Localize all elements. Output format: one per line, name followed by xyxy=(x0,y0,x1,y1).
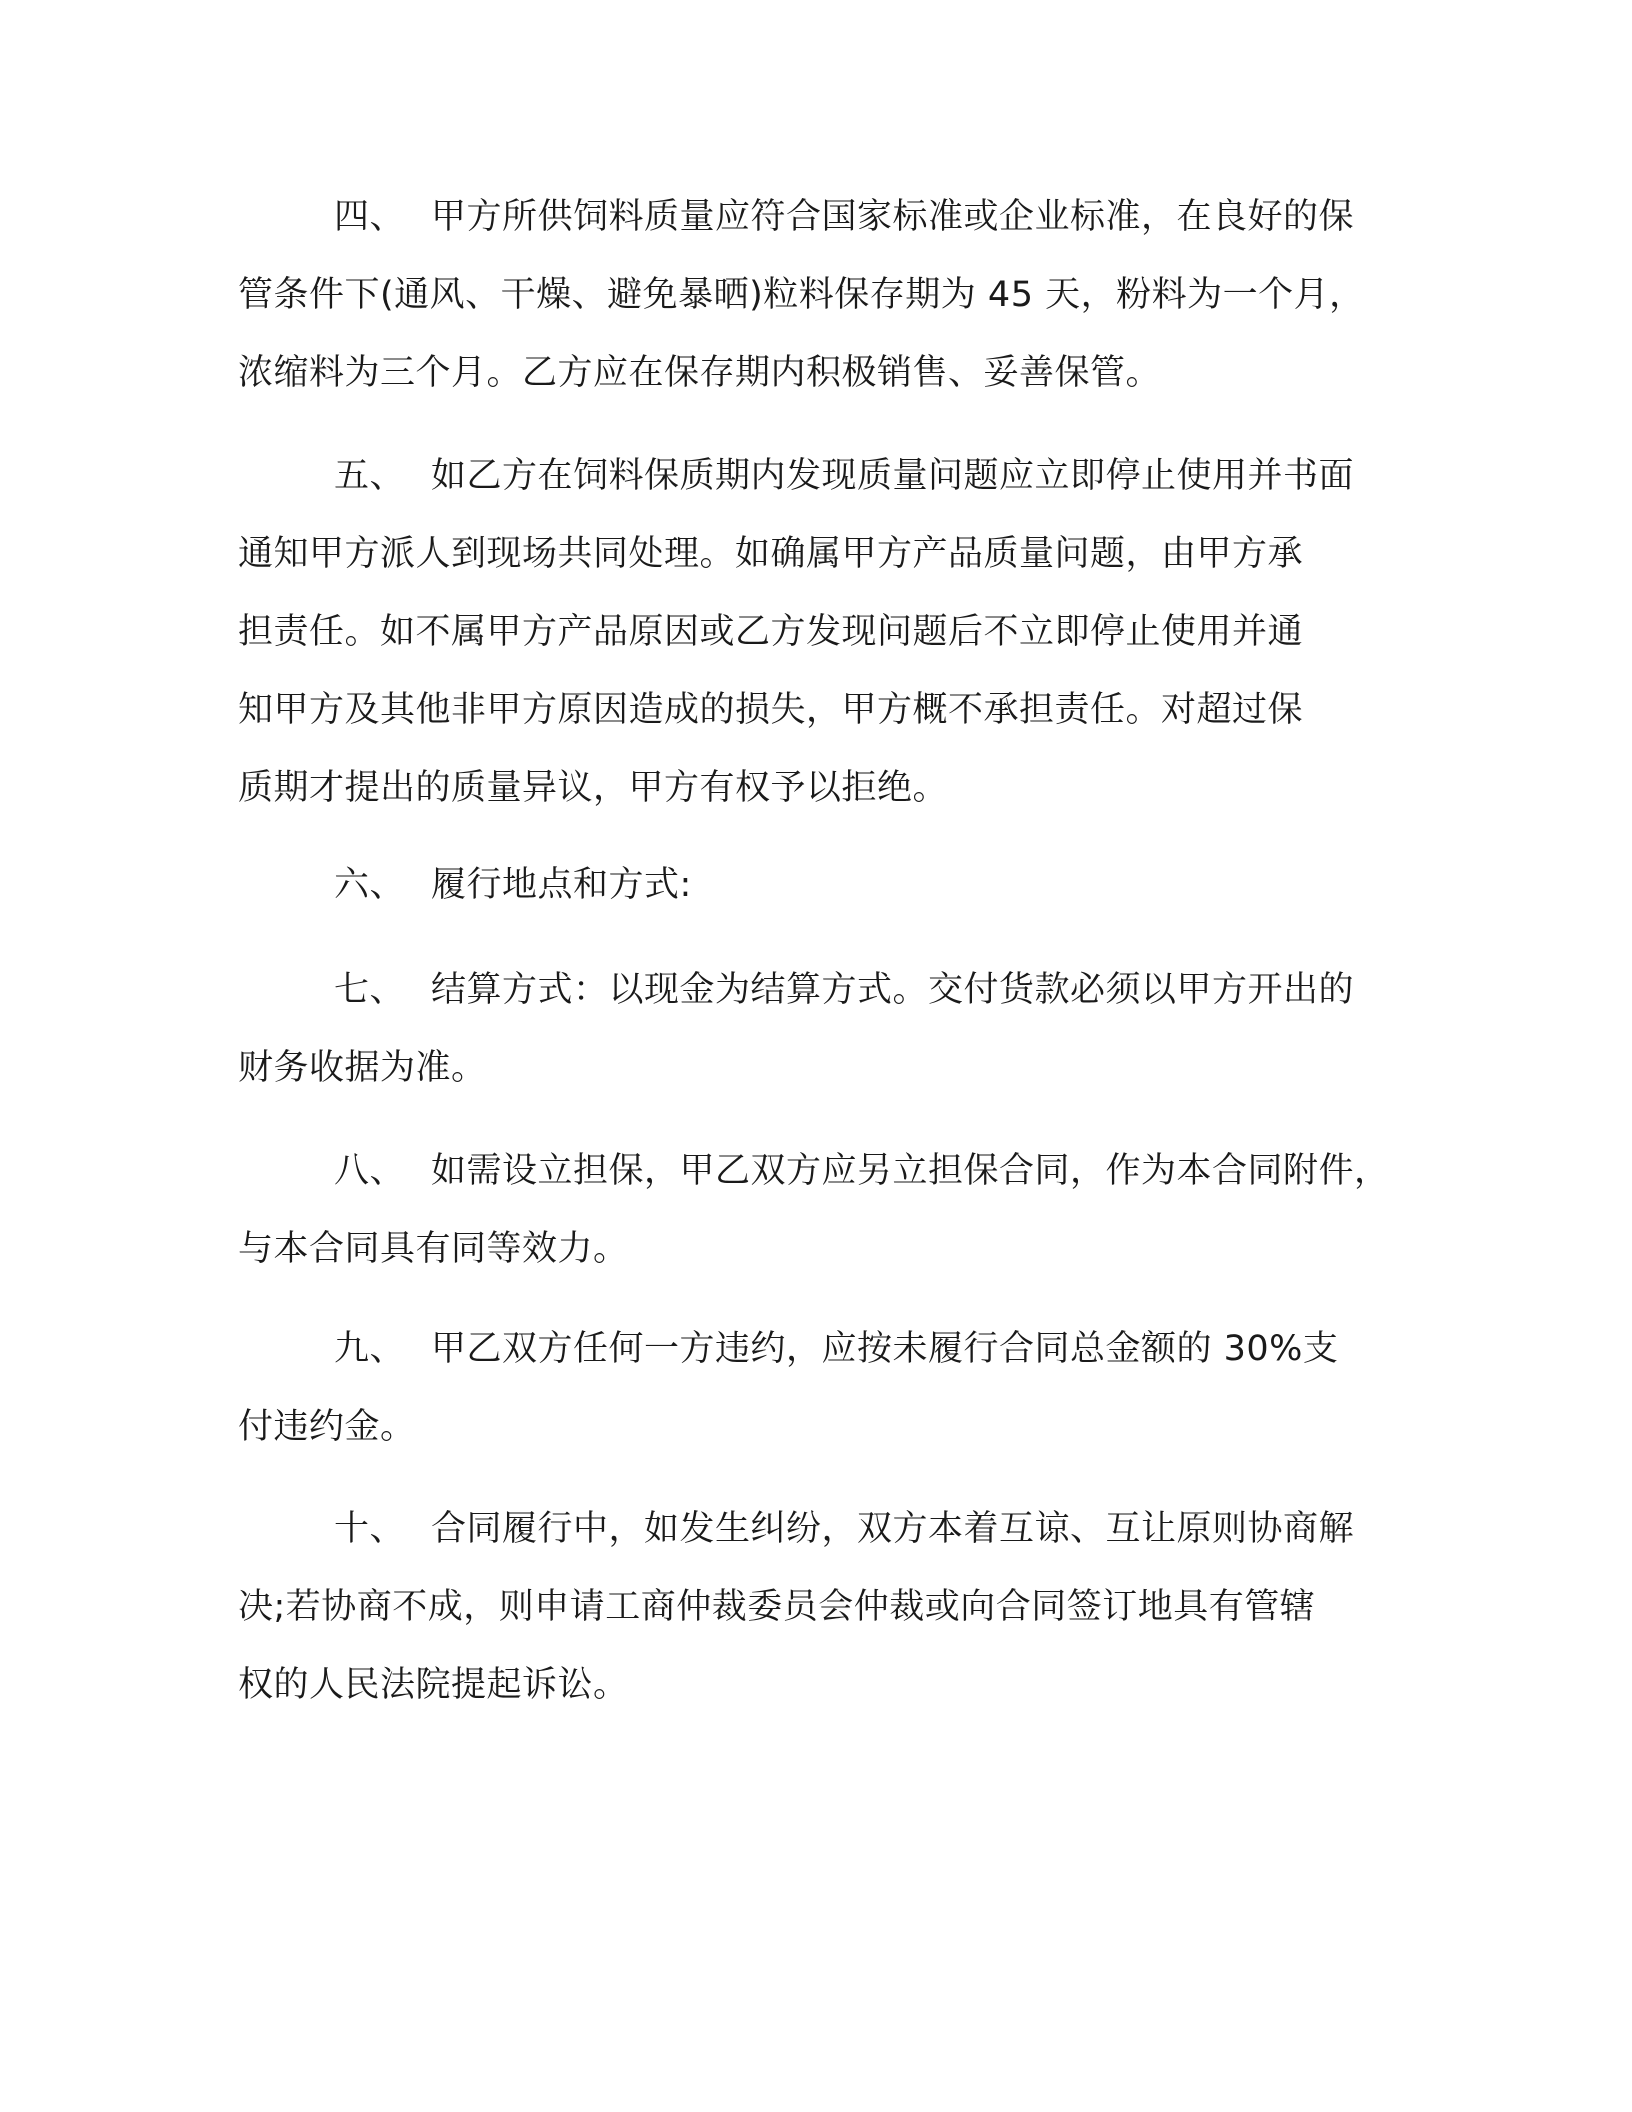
clause-line: 财务收据为准。 xyxy=(238,1048,487,1088)
clause-line: 管条件下(通风、干燥、避免暴晒)粒料保存期为 45 天，粉料为一个月， xyxy=(238,275,1365,315)
clause-5 xyxy=(238,437,1406,827)
clause-line: 担责任。如不属甲方产品原因或乙方发现问题后不立即停止使用并通 xyxy=(238,612,1304,652)
clause-line: 决;若协商不成，则申请工商仲裁委员会仲裁或向合同签订地具有管辖 xyxy=(238,1587,1316,1627)
clause-line: 九、 甲乙双方任何一方违约，应按未履行合同总金额的 30%支 xyxy=(334,1329,1339,1369)
clause-line: 与本合同具有同等效力。 xyxy=(238,1229,629,1269)
clause-number: 十、 xyxy=(334,1509,406,1549)
clause-6 xyxy=(238,846,1406,924)
clause-9 xyxy=(238,1310,1406,1466)
clause-line: 通知甲方派人到现场共同处理。如确属甲方产品质量问题，由甲方承 xyxy=(238,534,1304,574)
clause-number: 八、 xyxy=(334,1151,406,1191)
clause-number: 六、 xyxy=(334,865,406,905)
clause-line: 权的人民法院提起诉讼。 xyxy=(238,1665,629,1705)
clause-line: 六、 履行地点和方式: xyxy=(334,865,692,905)
clause-number: 七、 xyxy=(334,970,406,1010)
clause-number: 四、 xyxy=(334,197,406,237)
clause-line: 五、 如乙方在饲料保质期内发现质量问题应立即停止使用并书面 xyxy=(334,456,1355,496)
clause-line: 知甲方及其他非甲方原因造成的损失，甲方概不承担责任。对超过保 xyxy=(238,690,1304,730)
clause-7 xyxy=(238,951,1406,1107)
clause-line: 质期才提出的质量异议，甲方有权予以拒绝。 xyxy=(238,768,949,808)
clause-line: 十、 合同履行中，如发生纠纷，双方本着互谅、互让原则协商解 xyxy=(334,1509,1355,1549)
clause-4 xyxy=(238,178,1406,412)
clause-line: 付违约金。 xyxy=(238,1407,416,1447)
clause-10 xyxy=(238,1490,1406,1724)
clause-line: 七、 结算方式：以现金为结算方式。交付货款必须以甲方开出的 xyxy=(334,970,1355,1010)
clause-line: 八、 如需设立担保，甲乙双方应另立担保合同，作为本合同附件， xyxy=(334,1151,1390,1191)
clause-line: 浓缩料为三个月。乙方应在保存期内积极销售、妥善保管。 xyxy=(238,353,1162,393)
clause-line: 四、 甲方所供饲料质量应符合国家标准或企业标准，在良好的保 xyxy=(334,197,1355,237)
clause-number: 九、 xyxy=(334,1329,406,1369)
clause-number: 五、 xyxy=(334,456,406,496)
clause-8 xyxy=(238,1132,1406,1288)
